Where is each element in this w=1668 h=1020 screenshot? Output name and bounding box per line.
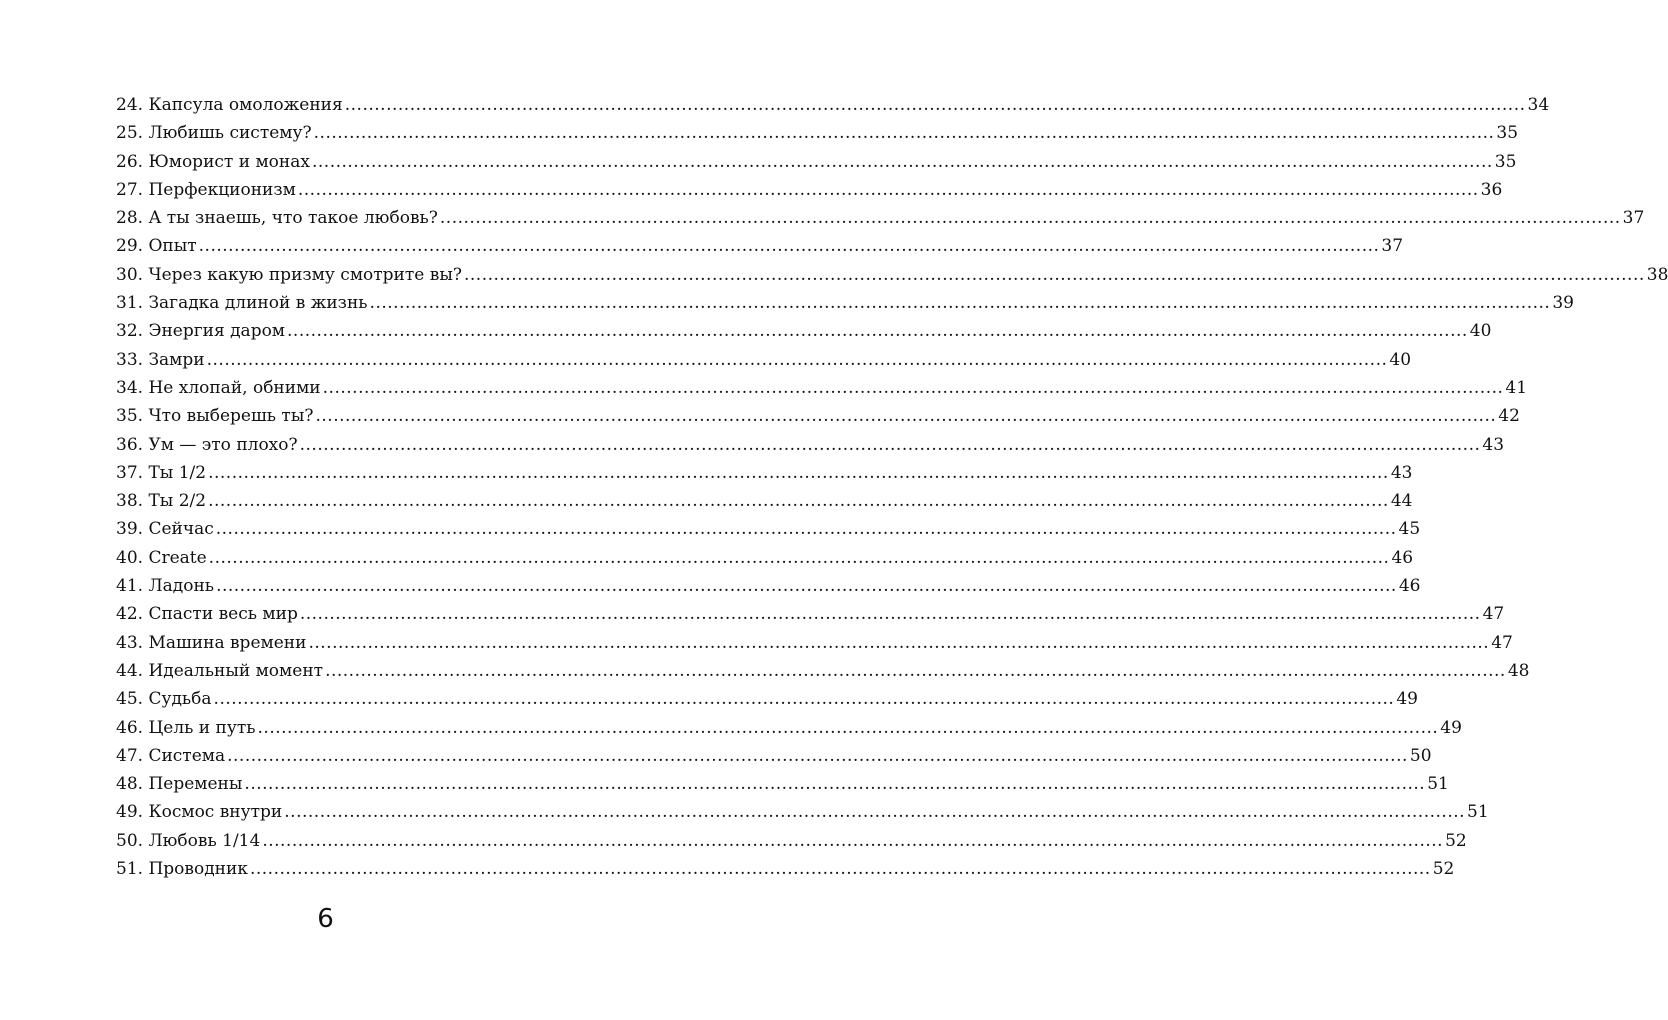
toc-dot-leader: ........................................................................................................................................................................................................ <box>216 576 1397 597</box>
toc-entry-title: 51. Проводник <box>116 859 248 880</box>
toc-entry-page-number: 46 <box>1391 547 1414 568</box>
toc-dot-leader: ........................................................................................................................................................................................................ <box>311 151 1493 172</box>
toc-entry <box>116 770 1449 798</box>
toc-entry-page-number: 36 <box>1480 179 1503 200</box>
toc-entry-title: 43. Машина времени <box>116 632 307 653</box>
toc-entry <box>116 289 1574 317</box>
toc-entry-title: 50. Любовь 1/14 <box>116 830 261 851</box>
toc-entry <box>116 657 1530 685</box>
toc-entry-page-number: 39 <box>1552 293 1574 314</box>
toc-entry-page-number: 49 <box>1440 717 1462 738</box>
toc-entry-title: 36. Ум — это плохо? <box>116 434 298 455</box>
toc-dot-leader: ........................................................................................................................................................................................................ <box>215 519 1397 540</box>
toc-dot-leader: ........................................................................................................................................................................................................ <box>262 830 1444 851</box>
toc-entry-title: 47. Система <box>116 745 226 766</box>
toc-entry-page-number: 43 <box>1390 462 1413 483</box>
toc-entry-title: 34. Не хлопай, обними <box>116 377 321 398</box>
toc-entry-title: 30. Через какую призму смотрите вы? <box>116 264 462 285</box>
toc-entry-title: 46. Цель и путь <box>116 717 256 738</box>
toc-dot-leader: ........................................................................................................................................................................................................ <box>297 179 1479 200</box>
toc-entry-page-number: 38 <box>1646 264 1668 285</box>
toc-entry <box>116 459 1413 487</box>
toc-dot-leader: ........................................................................................................................................................................................................ <box>322 377 1504 398</box>
toc-entry <box>116 742 1432 770</box>
toc-entry <box>116 402 1520 430</box>
toc-entry-page-number: 47 <box>1491 632 1513 653</box>
toc-entry-title: 25. Любишь систему? <box>116 123 312 144</box>
table-of-contents <box>116 91 1668 883</box>
toc-entry-title: 27. Перфекционизм <box>116 179 296 200</box>
toc-entry-page-number: 34 <box>1527 95 1550 115</box>
toc-entry <box>116 629 1513 657</box>
toc-entry-title: 29. Опыт <box>116 236 197 257</box>
toc-dot-leader: ........................................................................................................................................................................................................ <box>198 236 1380 257</box>
toc-entry <box>116 346 1412 374</box>
toc-entry <box>116 714 1462 742</box>
toc-entry-title: 33. Замри <box>116 349 205 370</box>
toc-entry <box>116 91 1550 119</box>
toc-entry <box>116 119 1519 147</box>
toc-dot-leader: ........................................................................................................................................................................................................ <box>439 208 1621 229</box>
toc-entry-page-number: 37 <box>1381 236 1404 257</box>
toc-entry-title: 48. Перемены <box>116 774 243 795</box>
toc-entry-title: 31. Загадка длиной в жизнь <box>116 293 368 314</box>
toc-entry-page-number: 49 <box>1396 689 1418 710</box>
toc-entry <box>116 515 1421 543</box>
toc-entry <box>116 431 1505 459</box>
toc-entry-page-number: 48 <box>1507 660 1530 681</box>
toc-entry <box>116 374 1528 402</box>
toc-entry <box>116 855 1455 883</box>
page-number: 6 <box>317 904 334 934</box>
toc-entry-page-number: 37 <box>1622 208 1645 229</box>
toc-dot-leader: ........................................................................................................................................................................................................ <box>313 123 1495 144</box>
toc-dot-leader: ........................................................................................................................................................................................................ <box>244 774 1426 795</box>
toc-dot-leader: ........................................................................................................................................................................................................ <box>325 660 1506 681</box>
toc-entry-title: 28. А ты знаешь, что такое любовь? <box>116 208 438 229</box>
toc-dot-leader: ........................................................................................................................................................................................................ <box>208 491 1389 512</box>
toc-entry <box>116 572 1421 600</box>
toc-dot-leader: ........................................................................................................................................................................................................ <box>227 745 1408 766</box>
toc-dot-leader: ........................................................................................................................................................................................................ <box>315 406 1497 427</box>
toc-entry-title: 41. Ладонь <box>116 576 215 597</box>
toc-entry-title: 37. Ты 1/2 <box>116 462 207 483</box>
toc-entry-title: 44. Идеальный момент <box>116 660 324 681</box>
toc-entry <box>116 232 1404 260</box>
toc-entry-page-number: 35 <box>1496 123 1519 144</box>
toc-dot-leader: ........................................................................................................................................................................................................ <box>208 462 1389 483</box>
toc-dot-leader: ........................................................................................................................................................................................................ <box>344 95 1526 115</box>
toc-entry-title: 42. Спасти весь мир <box>116 604 298 625</box>
toc-entry <box>116 204 1645 232</box>
toc-dot-leader: ........................................................................................................................................................................................................ <box>287 321 1468 342</box>
toc-entry-title: 38. Ты 2/2 <box>116 491 207 512</box>
toc-dot-leader: ........................................................................................................................................................................................................ <box>206 349 1388 370</box>
toc-entry <box>116 148 1517 176</box>
toc-entry-title: 32. Энергия даром <box>116 321 286 342</box>
toc-dot-leader: ........................................................................................................................................................................................................ <box>299 604 1481 625</box>
toc-entry-page-number: 52 <box>1432 859 1455 880</box>
toc-entry-page-number: 35 <box>1494 151 1517 172</box>
toc-entry <box>116 261 1668 289</box>
toc-entry-title: 35. Что выберешь ты? <box>116 406 314 427</box>
toc-entry-title: 49. Космос внутри <box>116 802 283 823</box>
toc-entry-page-number: 46 <box>1398 576 1421 597</box>
toc-dot-leader: ........................................................................................................................................................................................................ <box>213 689 1395 710</box>
toc-entry <box>116 600 1505 628</box>
toc-entry <box>116 798 1489 826</box>
toc-entry-page-number: 51 <box>1467 802 1489 823</box>
toc-dot-leader: ........................................................................................................................................................................................................ <box>308 632 1490 653</box>
toc-entry <box>116 176 1503 204</box>
toc-entry-page-number: 40 <box>1389 349 1412 370</box>
toc-entry-page-number: 44 <box>1390 491 1413 512</box>
toc-entry <box>116 685 1418 713</box>
toc-dot-leader: ........................................................................................................................................................................................................ <box>284 802 1466 823</box>
toc-entry-page-number: 41 <box>1505 377 1528 398</box>
toc-entry-title: 26. Юморист и монах <box>116 151 310 172</box>
toc-entry-title: 40. Create <box>116 547 207 568</box>
toc-entry <box>116 544 1414 572</box>
toc-entry-page-number: 50 <box>1409 745 1432 766</box>
toc-entry <box>116 317 1492 345</box>
toc-entry-page-number: 47 <box>1482 604 1505 625</box>
toc-dot-leader: ........................................................................................................................................................................................................ <box>257 717 1439 738</box>
toc-entry-title: 39. Сейчас <box>116 519 214 540</box>
toc-dot-leader: ........................................................................................................................................................................................................ <box>463 264 1645 285</box>
toc-entry <box>116 487 1413 515</box>
toc-entry-page-number: 52 <box>1445 830 1467 851</box>
toc-entry-page-number: 43 <box>1482 434 1505 455</box>
toc-entry-title: 24. Капсула омоложения <box>116 95 343 115</box>
toc-dot-leader: ........................................................................................................................................................................................................ <box>369 293 1551 314</box>
toc-entry-title: 45. Судьба <box>116 689 212 710</box>
toc-entry-page-number: 42 <box>1498 406 1520 427</box>
toc-dot-leader: ........................................................................................................................................................................................................ <box>299 434 1481 455</box>
toc-entry-page-number: 45 <box>1398 519 1421 540</box>
toc-dot-leader: ........................................................................................................................................................................................................ <box>249 859 1431 880</box>
toc-entry-page-number: 40 <box>1469 321 1492 342</box>
toc-entry-page-number: 51 <box>1427 774 1449 795</box>
toc-dot-leader: ........................................................................................................................................................................................................ <box>208 547 1390 568</box>
toc-entry <box>116 827 1467 855</box>
